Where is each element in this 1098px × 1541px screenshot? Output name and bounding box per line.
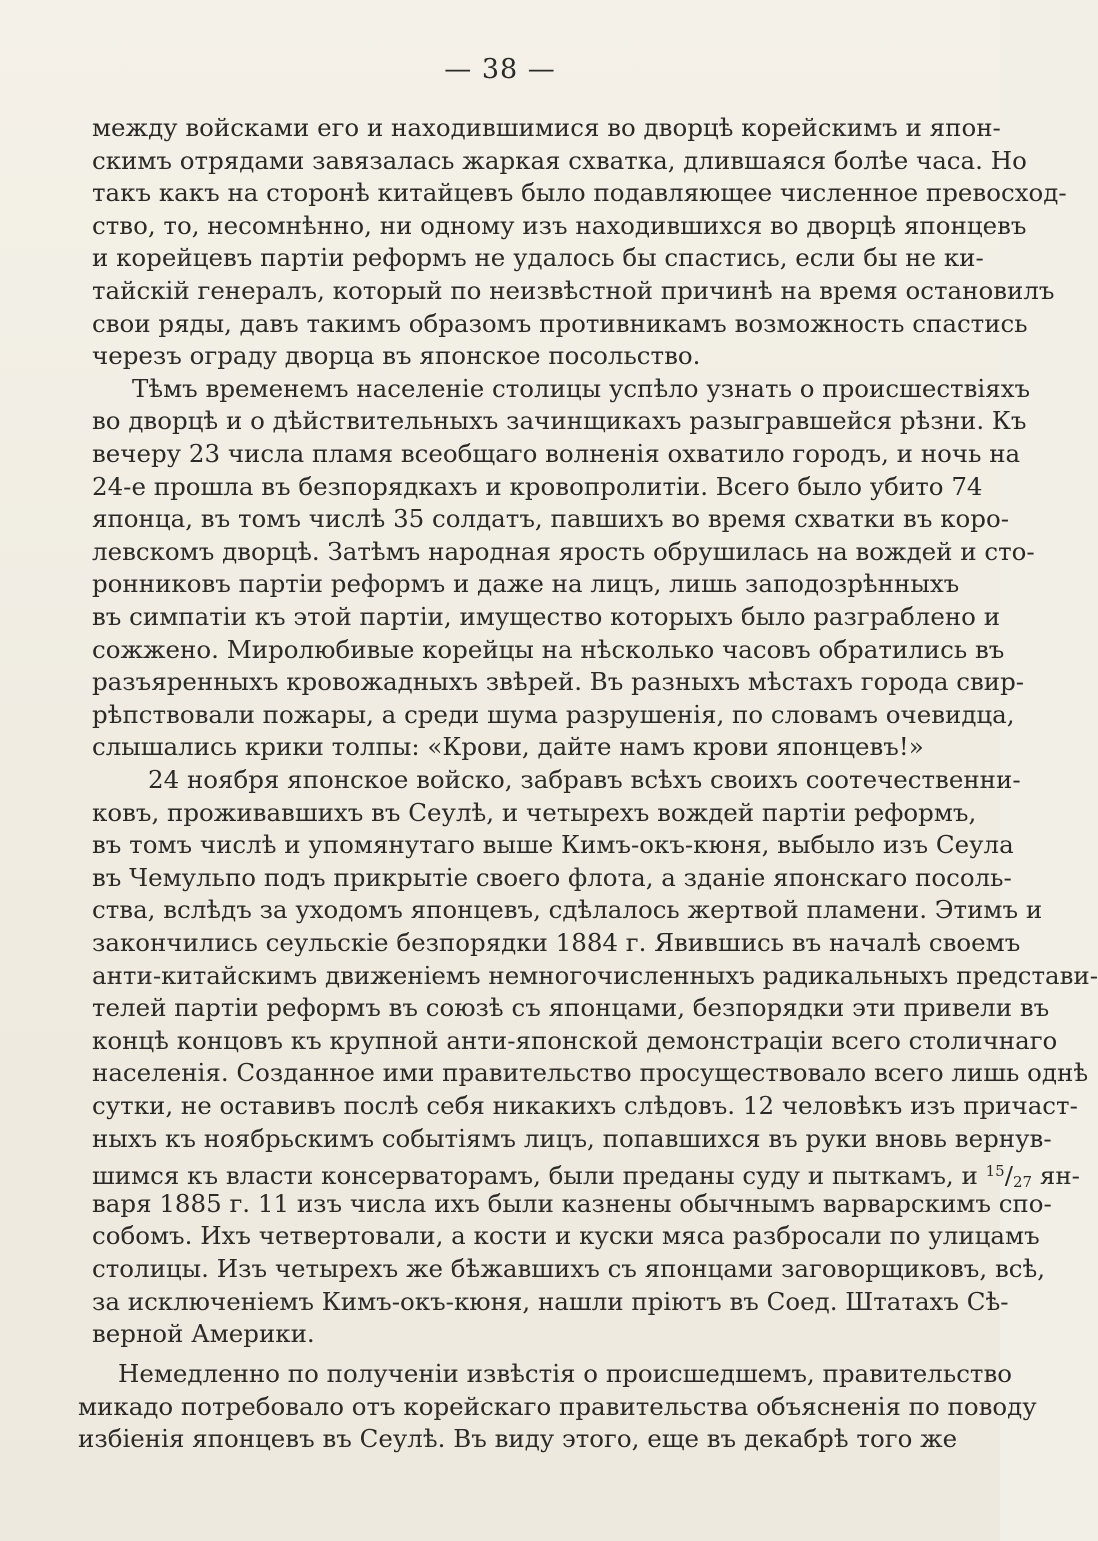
text-line: 24-е прошла въ безпорядкахъ и кровопролитіи. Всего было убито 74 (92, 471, 983, 501)
text-line: 24 ноября японское войско, забравъ всѣхъ своихъ соотечественни- (148, 765, 1021, 794)
text-line: въ Чемульпо подъ прикрытіе своего флота, а зданіе японскаго посоль- (92, 862, 1012, 892)
text-line: столицы. Изъ четырехъ же бѣжавшихъ съ японцами заговорщиковъ, всѣ, (92, 1254, 1046, 1283)
text-line: вечеру 23 числа пламя всеобщаго волненія охватило городъ, и ночь на (92, 439, 1021, 468)
text-line: микадо потребовало отъ корейскаго правительства объясненія по поводу (78, 1391, 1037, 1421)
text-line: и корейцевъ партіи реформъ не удалось бы спастись, если бы не ки- (92, 243, 984, 273)
text-line: такъ какъ на сторонѣ китайцевъ было подавляющее численное превосход- (92, 178, 1067, 208)
text-line: свои ряды, давъ такимъ образомъ противникамъ возможность спастись (92, 308, 1028, 338)
fraction-word: ян- (1032, 1161, 1080, 1191)
text-line: анти-китайскимъ движеніемъ немногочисленныхъ радикальныхъ представи- (92, 960, 1098, 990)
text-line: въ симпатіи къ этой партіи, имущество которыхъ было разграблено и (92, 602, 1001, 631)
text-line: между войсками его и находившимися во дворцѣ корейскимъ и япон- (92, 113, 1001, 142)
text-line: ныхъ къ ноябрьскимъ событіямъ лицъ, попавшихся въ руки вновь вернув- (92, 1123, 1052, 1153)
text-line: шимся къ власти консерваторамъ, были преданы суду и пыткамъ, и $^{15}/_{27}$ ян- (92, 1161, 1080, 1192)
page-number: — 38 — (444, 54, 556, 85)
text-line: закончились сеульскіе безпорядки 1884 г. Явившись въ началѣ своемъ (92, 928, 1021, 957)
text-line: телей партіи реформъ въ союзѣ съ японцами, безпорядки эти привели въ (92, 993, 1050, 1023)
text-line: тайскій генералъ, который по неизвѣстной причинѣ на время остановилъ (92, 276, 1055, 305)
text-line: ковъ, проживавшихъ въ Сеулѣ, и четырехъ вождей партіи реформъ, (92, 797, 977, 827)
text-line: населенія. Созданное ими правительство просуществовало всего лишь однѣ (92, 1058, 1089, 1088)
text-line: верной Америки. (92, 1319, 315, 1349)
fraction-denominator: 27 (1012, 1173, 1033, 1192)
text-line: во дворцѣ и о дѣйствительныхъ зачинщикахъ разыгравшейся рѣзни. Къ (92, 406, 1027, 436)
text-line: сутки, не оставивъ послѣ себя никакихъ слѣдовъ. 12 человѣкъ изъ причаст- (92, 1091, 1078, 1120)
text-line: скимъ отрядами завязалась жаркая схватка, длившаяся болѣе часа. Но (92, 145, 1027, 175)
text-line: концѣ концовъ къ крупной анти-японской демонстраціи всего столичнаго (92, 1025, 1058, 1055)
text-line: черезъ ограду дворца въ японское посольство. (92, 341, 701, 371)
text-line: ства, вслѣдъ за уходомъ японцевъ, сдѣлалось жертвой пламени. Этимъ и (92, 895, 1043, 925)
text-line: слышались крики толпы: «Крови, дайте намъ крови японцевъ!» (92, 732, 924, 762)
text-line: разъяренныхъ кровожадныхъ звѣрей. Въ разныхъ мѣстахъ города свир- (92, 667, 1025, 697)
text-line: рѣпствовали пожары, а среди шума разрушенія, по словамъ очевидца, (92, 699, 1015, 729)
text-line: избіенія японцевъ въ Сеулѣ. Въ виду этого, еще въ декабрѣ того же (78, 1424, 958, 1454)
text-line: левскомъ дворцѣ. Затѣмъ народная ярость обрушилась на вождей и сто- (92, 536, 1035, 566)
text-line: за исключеніемъ Кимъ-окъ-кюня, нашли пріютъ въ Соед. Штатахъ Сѣ- (92, 1286, 1009, 1316)
text-line: въ томъ числѣ и упомянутаго выше Кимъ-окъ-кюня, выбыло изъ Сеула (92, 830, 1014, 860)
text-line: Немедленно по полученіи извѣстія о происшедшемъ, правительство (118, 1359, 1013, 1389)
text-line: сожжено. Миролюбивые корейцы на нѣсколько часовъ обратились въ (92, 634, 1005, 664)
text-line: ство, то, несомнѣнно, ни одному изъ находившихся во дворцѣ японцевъ (92, 210, 1027, 240)
text-line: ронниковъ партіи реформъ и даже на лицъ, лишь заподозрѣнныхъ (92, 569, 960, 599)
date-fraction: $^{15}/_{27}$ (985, 1161, 1033, 1192)
text-line: японца, въ томъ числѣ 35 солдатъ, павшихъ во время схватки въ коро- (92, 504, 1009, 534)
fraction-numerator: 15 (985, 1162, 1005, 1181)
text-line: Тѣмъ временемъ населеніе столицы успѣло узнать о происшествіяхъ (132, 373, 1031, 403)
text-line: собомъ. Ихъ четвертовали, а кости и куски мяса разбросали по улицамъ (92, 1221, 1040, 1251)
text-line: варя 1885 г. 11 изъ числа ихъ были казнены обычнымъ варварскимъ спо- (92, 1188, 1052, 1218)
